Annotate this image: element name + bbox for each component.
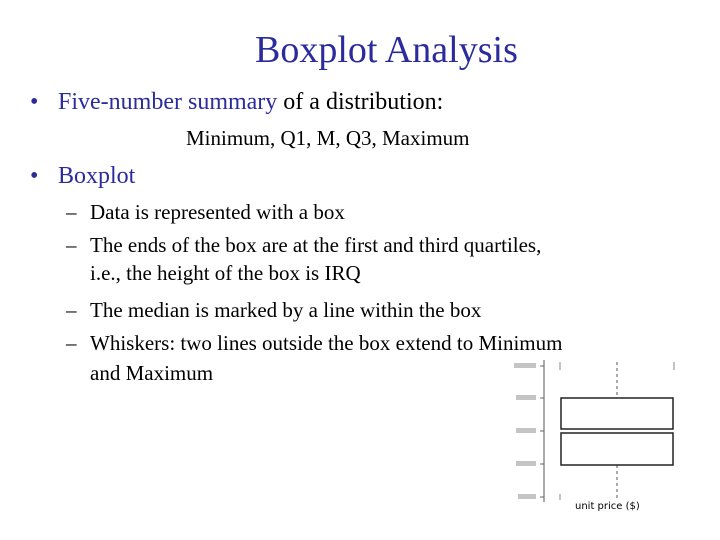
bullet-text: of a distribution:	[277, 89, 444, 115]
sub-dash: –	[66, 331, 77, 355]
five-number-summary-term: Five-number summary	[58, 89, 278, 115]
sub-dash: –	[66, 200, 77, 224]
boxplot-figure	[500, 358, 690, 518]
bullet-marker: •	[30, 163, 39, 189]
sub-dash: –	[66, 298, 77, 322]
sub-dash: –	[66, 233, 77, 257]
bullet-boxplot	[30, 162, 135, 190]
sub-item-text: Data is represented with a box	[90, 200, 345, 224]
tick-label-smudge	[516, 395, 536, 400]
tick-label-smudge	[516, 428, 536, 433]
sub-item-text: The median is marked by a line within the box	[90, 298, 482, 322]
boxplot-thumbnail	[500, 358, 690, 518]
box-lower	[561, 433, 673, 465]
five-number-list: Minimum, Q1, M, Q3, Maximum	[186, 126, 470, 150]
tick-label-smudge	[514, 363, 536, 368]
sub-item-text: Whiskers: two lines outside the box extend to Minimum	[90, 331, 563, 355]
tick-label-smudge	[516, 461, 536, 466]
bullet-text: Boxplot	[58, 163, 136, 189]
tick-label-smudge	[518, 494, 536, 499]
sub-item	[66, 331, 562, 356]
slide-title: Boxplot Analysis	[255, 29, 518, 71]
sub-item	[66, 233, 541, 258]
sub-item	[66, 200, 345, 225]
box-upper	[561, 398, 673, 429]
bullet-five-number-summary	[30, 88, 443, 116]
sub-item-text: The ends of the box are at the first and third quartiles,	[90, 233, 542, 257]
x-axis-label: unit price ($)	[575, 501, 640, 512]
sub-item	[66, 298, 481, 323]
bullet-marker: •	[30, 89, 39, 115]
sub-item-continuation: and Maximum	[90, 361, 214, 385]
sub-item-continuation: i.e., the height of the box is IRQ	[90, 261, 361, 285]
